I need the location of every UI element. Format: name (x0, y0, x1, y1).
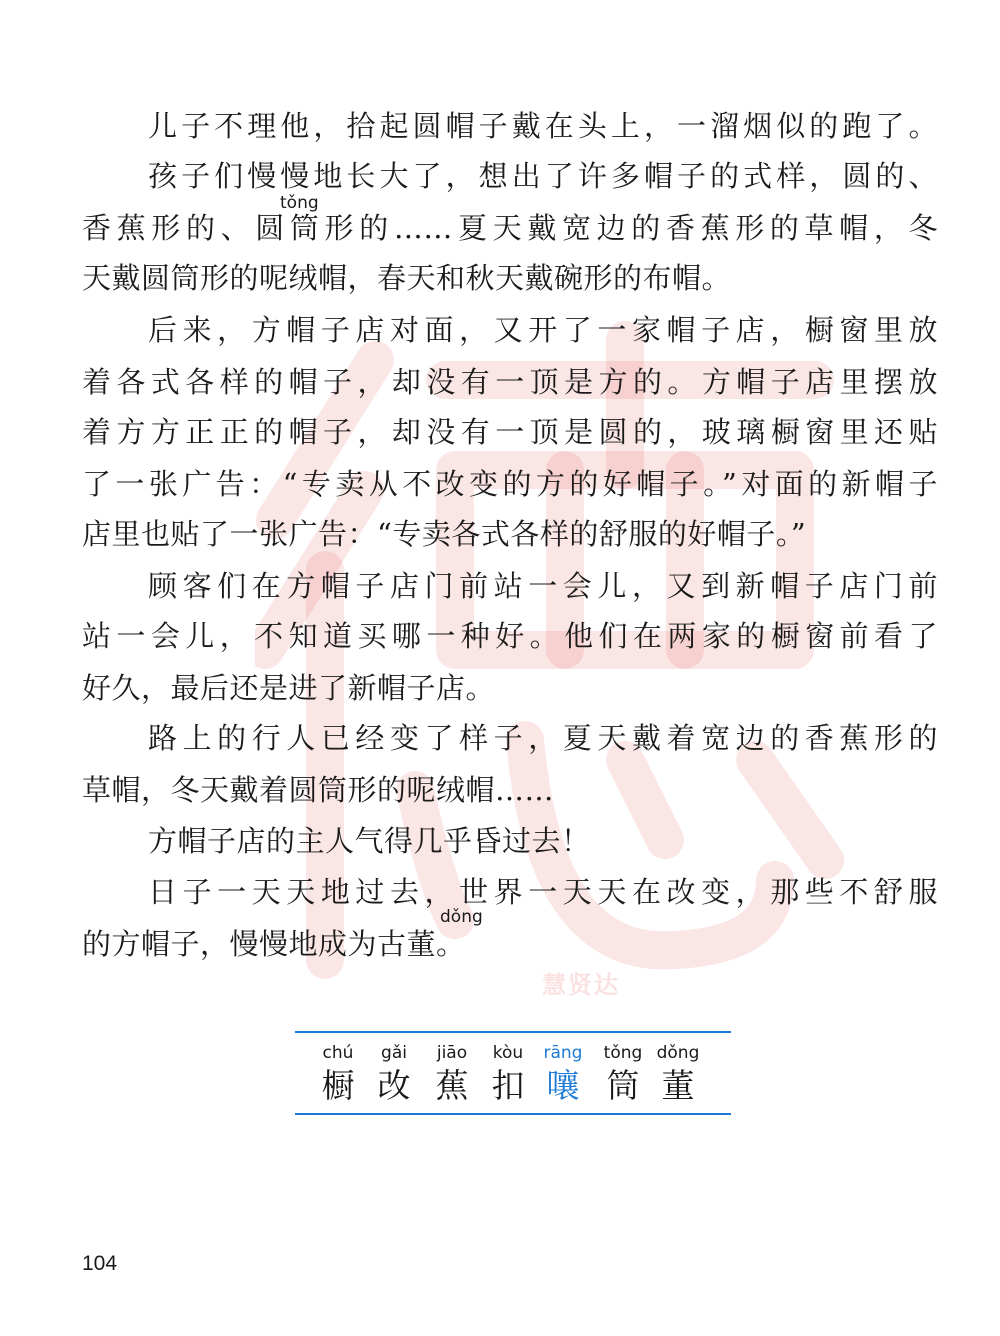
vocab-character: 扣 (491, 1066, 525, 1105)
story-line: 后来，方帽子店对面，又开了一家帽子店，橱窗里放 (148, 313, 938, 347)
story-line: 了一张广告：“专卖从不改变的方的好帽子。”对面的新帽子 (82, 467, 938, 501)
story-line: 店里也贴了一张广告：“专卖各式各样的舒服的好帽子。” (82, 517, 807, 551)
story-line: 着各式各样的帽子，却没有一顶是方的。方帽子店里摆放 (82, 365, 938, 399)
pinyin-annotation-tong: tǒng (280, 193, 319, 213)
story-line: 日子一天天地过去，世界一天天在改变，那些不舒服 (148, 875, 938, 909)
vocab-bottom-rule (295, 1113, 731, 1115)
vocab-character: 嚷 (546, 1066, 580, 1105)
page-number: 104 (82, 1252, 118, 1275)
story-line: 路上的行人已经变了样子，夏天戴着宽边的香蕉形的 (148, 721, 938, 755)
story-line: 的方帽子，慢慢地成为古董。 (82, 927, 466, 961)
vocab-item (362, 1042, 426, 1108)
story-line: 孩子们慢慢地长大了，想出了许多帽子的式样，圆的、 (148, 159, 938, 193)
vocab-pinyin: tǒng (603, 1043, 643, 1063)
story-line: 香蕉形的、圆筒形的……夏天戴宽边的香蕉形的草帽，冬 (82, 211, 938, 245)
vocab-character: 橱 (321, 1066, 355, 1105)
story-line: 站一会儿，不知道买哪一种好。他们在两家的橱窗前看了 (82, 619, 938, 653)
watermark-text: 慧贤达 (542, 971, 620, 999)
vocab-item (646, 1042, 710, 1108)
vocab-top-rule (295, 1031, 731, 1033)
story-line: 天戴圆筒形的呢绒帽，春天和秋天戴碗形的布帽。 (82, 261, 732, 295)
pinyin-annotation-dong: dǒng (440, 907, 483, 927)
vocab-item (306, 1042, 370, 1108)
vocab-character: 筒 (606, 1066, 640, 1105)
story-line: 顾客们在方帽子店门前站一会儿，又到新帽子店门前 (148, 569, 938, 603)
vocab-character: 董 (661, 1066, 695, 1105)
vocab-item-highlighted (531, 1042, 595, 1108)
story-line: 方帽子店的主人气得几乎昏过去！ (148, 824, 591, 858)
story-line: 儿子不理他，拾起圆帽子戴在头上，一溜烟似的跑了。 (148, 109, 938, 143)
vocab-character: 蕉 (435, 1066, 469, 1105)
vocab-item (420, 1042, 484, 1108)
vocab-pinyin: rāng (543, 1043, 583, 1063)
story-line: 草帽，冬天戴着圆筒形的呢绒帽…… (82, 773, 555, 807)
vocab-pinyin: gǎi (381, 1043, 407, 1063)
vocab-pinyin: kòu (492, 1043, 524, 1063)
vocab-pinyin: dǒng (656, 1043, 700, 1063)
vocab-pinyin: jiāo (436, 1043, 468, 1063)
vocab-character: 改 (377, 1066, 411, 1105)
story-line: 着方方正正的帽子，却没有一顶是圆的，玻璃橱窗里还贴 (82, 415, 938, 449)
vocab-pinyin: chú (322, 1043, 354, 1063)
story-line: 好久，最后还是进了新帽子店。 (82, 671, 496, 705)
